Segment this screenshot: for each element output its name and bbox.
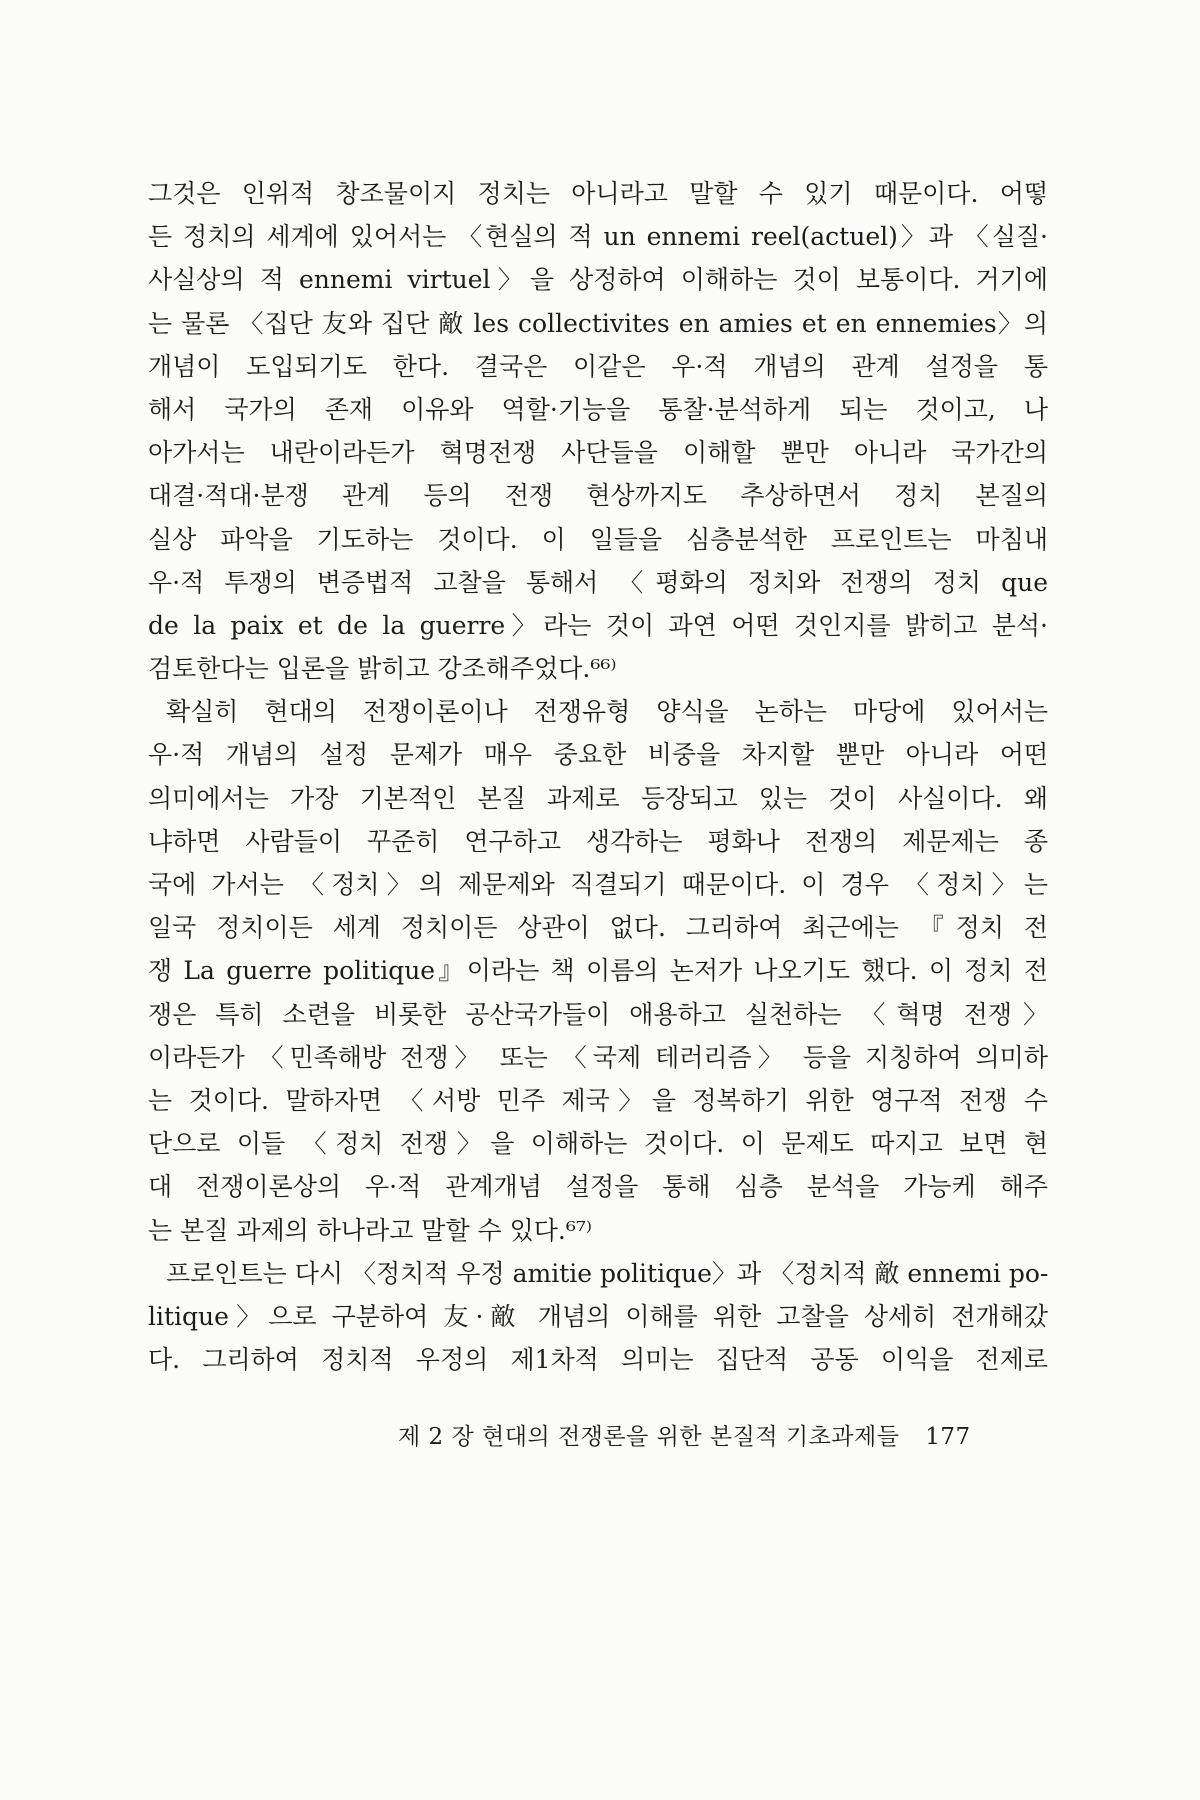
text-line: 냐하면 사람들이 꾸준히 연구하고 생각하는 평화나 전쟁의 제문제는 종 xyxy=(148,826,1048,856)
text-line: 다. 그리하여 정치적 우정의 제1차적 의미는 집단적 공동 이익을 전제로 xyxy=(148,1345,1048,1375)
text-line: 국에 가서는 〈정치〉의 제문제와 직결되기 때문이다. 이 경우 〈정치〉는 xyxy=(148,870,1048,899)
text-line: 실상 파악을 기도하는 것이다. 이 일들을 심층분석한 프로인트는 마침내 xyxy=(148,524,1048,554)
text-line: 개념이 도입되기도 한다. 결국은 이같은 우·적 개념의 관계 설정을 통 xyxy=(148,351,1048,381)
text-line: litique〉으로 구분하여 友·敵 개념의 이해를 위한 고찰을 상세히 전개해갔 xyxy=(148,1301,1048,1331)
text-line: 는 것이다. 말하자면 〈서방 민주 제국〉을 정복하기 위한 영구적 전쟁 수 xyxy=(148,1085,1048,1115)
text-line: 쟁 La guerre politique』이라는 책 이름의 논저가 나오기도 했다. 이 정치 전 xyxy=(148,956,1048,986)
text-line: 우·적 개념의 설정 문제가 매우 중요한 비중을 차지할 뿐만 아니라 어떤 xyxy=(148,740,1048,770)
text-line: 는 본질 과제의 하나라고 말할 수 있다.⁶⁷⁾ xyxy=(148,1215,593,1245)
text-line: 우·적 투쟁의 변증법적 고찰을 통해서 〈평화의 정치와 전쟁의 정치 que xyxy=(148,567,1048,597)
text-line: 대 전쟁이론상의 우·적 관계개념 설정을 통해 심층 분석을 가능케 해주 xyxy=(148,1172,1048,1202)
paragraph-3 xyxy=(148,1252,1048,1382)
text-line: 그것은 인위적 창조물이지 정치는 아니라고 말할 수 있기 때문이다. 어떻 xyxy=(148,179,1048,208)
text-line: 프로인트는 다시 〈정치적 우정 amitie politique〉과 〈정치적 敵 ennemi po- xyxy=(166,1258,1049,1288)
text-line: 확실히 현대의 전쟁이론이나 전쟁유형 양식을 논하는 마당에 있어서는 xyxy=(166,697,1048,727)
paragraph-1 xyxy=(148,172,1048,690)
text-line: de la paix et de la guerre〉라는 것이 과연 어떤 것인지를 밝히고 분석· xyxy=(148,610,1048,640)
text-line: 해서 국가의 존재 이유와 역할·기능을 통찰·분석하게 되는 것이고, 나 xyxy=(148,394,1048,424)
text-line: 는 물론 〈집단 友와 집단 敵 les collectivites en amies et en ennemies〉의 xyxy=(148,308,1048,338)
page-number: 177 xyxy=(925,1424,971,1450)
text-line: 이라든가 〈민족해방 전쟁〉 또는 〈국제 테러리즘〉 등을 지칭하여 의미하 xyxy=(148,1042,1048,1072)
running-title: 제 2 장 현대의 전쟁론을 위한 본질적 기초과제들 xyxy=(398,1424,900,1450)
text-line: 아가서는 내란이라든가 혁명전쟁 사단들을 이해할 뿐만 아니라 국가간의 xyxy=(148,438,1048,468)
paragraph-2 xyxy=(148,690,1048,1251)
text-line: 의미에서는 가장 기본적인 본질 과제로 등장되고 있는 것이 사실이다. 왜 xyxy=(148,783,1048,813)
page-footer xyxy=(398,1418,971,1451)
text-line: 든 정치의 세계에 있어서는 〈현실의 적 un ennemi reel(actuel)〉과 〈실질· xyxy=(148,222,1048,252)
body-text xyxy=(148,172,1048,1381)
text-line: 단으로 이들 〈정치 전쟁〉을 이해하는 것이다. 이 문제도 따지고 보면 현 xyxy=(148,1129,1048,1159)
text-line: 대결·적대·분쟁 관계 등의 전쟁 현상까지도 추상하면서 정치 본질의 xyxy=(148,481,1048,511)
text-line: 사실상의 적 ennemi virtuel〉을 상정하여 이해하는 것이 보통이다. 거기에 xyxy=(148,265,1048,295)
text-line: 검토한다는 입론을 밝히고 강조해주었다.⁶⁶⁾ xyxy=(148,654,617,684)
text-line: 일국 정치이든 세계 정치이든 상관이 없다. 그리하여 최근에는 『정치 전 xyxy=(148,913,1048,943)
text-line: 쟁은 특히 소련을 비롯한 공산국가들이 애용하고 실천하는 〈혁명 전쟁〉 xyxy=(148,999,1048,1029)
